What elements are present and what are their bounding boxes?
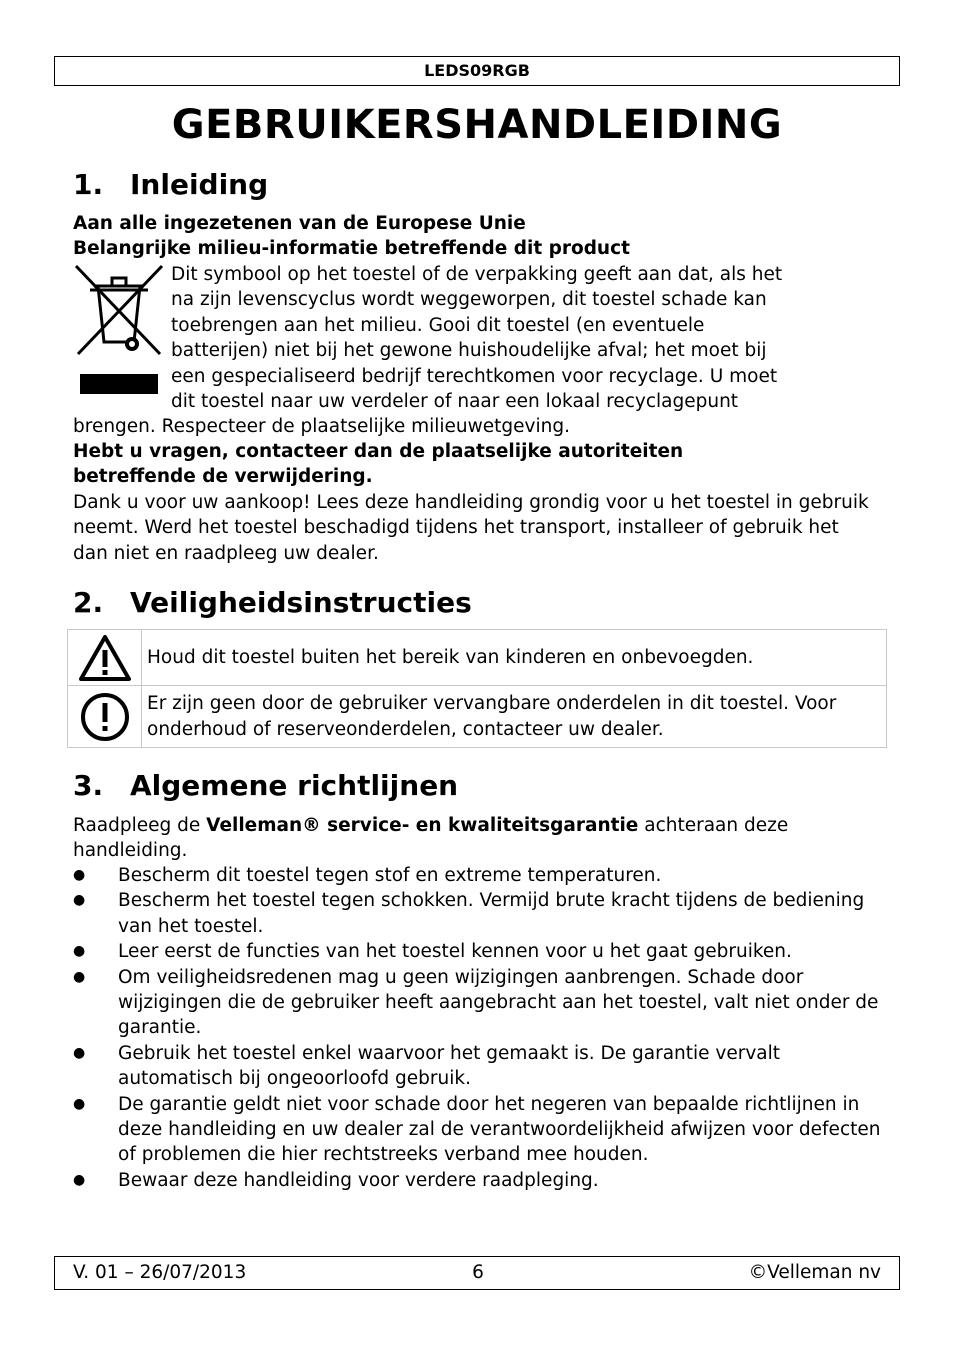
weee-line: na zijn levenscyclus wordt weggeworpen, dit toestel schade kan xyxy=(171,289,767,311)
version-date: V. 01 – 26/07/2013 xyxy=(73,1262,247,1283)
list-item xyxy=(73,1092,883,1168)
section-2-heading xyxy=(73,586,472,620)
bullet-icon: ● xyxy=(73,943,86,960)
section-2-number: 2. xyxy=(73,586,104,619)
list-item-text: Gebruik het toestel enkel waarvoor het gemaakt is. De garantie vervalt automatisch bij ongeoorloofd gebruik. xyxy=(118,1042,781,1090)
weee-line: Dit symbool op het toestel of de verpakking geeft aan dat, als het xyxy=(171,264,783,285)
copyright: ©Velleman nv xyxy=(748,1262,881,1283)
bullet-icon: ● xyxy=(73,892,86,909)
bullet-icon: ● xyxy=(73,1095,86,1112)
bullet-icon: ● xyxy=(73,968,86,985)
section-3-heading xyxy=(73,769,458,803)
crossed-bin-icon xyxy=(74,264,164,396)
bullet-icon: ● xyxy=(73,1171,86,1188)
bullet-icon: ● xyxy=(73,1044,86,1061)
safety-table xyxy=(67,629,887,748)
weee-line: toebrengen aan het milieu. Gooi dit toestel (en eventuele xyxy=(171,314,705,336)
contact-authorities-text: Hebt u vragen, contacteer dan de plaatselijke autoriteiten betreffende de verwijdering. xyxy=(73,441,684,488)
section-3-title: Algemene richtlijnen xyxy=(130,769,459,802)
section-1-number: 1. xyxy=(73,168,104,201)
list-item xyxy=(73,888,883,939)
weee-line: dit toestel naar uw verdeler of naar een lokaal recyclagepunt xyxy=(171,391,739,413)
list-item-text: Bescherm het toestel tegen schokken. Vermijd brute kracht tijdens de bediening van het toestel. xyxy=(118,890,865,937)
list-item xyxy=(73,965,883,1041)
eu-residents-heading: Aan alle ingezetenen van de Europese Unie xyxy=(73,213,526,234)
list-item-text: De garantie geldt niet voor schade door het negeren van bepaalde richtlijnen in deze handleiding en uw dealer zal de verantwoordelijkheid afwijzen voor defecten of problemen die hier rechtstreeks verband mee houden. xyxy=(118,1093,881,1166)
section-1-title: Inleiding xyxy=(130,168,269,201)
section-1-heading xyxy=(73,168,268,202)
intro-text-post: achteraan deze handleiding. xyxy=(73,815,789,862)
safety-icon-cell xyxy=(68,630,142,686)
list-item-text: Om veiligheidsredenen mag u geen wijzigingen aanbrengen. Schade door wijzigingen die de gebruiker heeft aangebracht aan het toestel, valt niet onder de garantie. xyxy=(118,966,879,1039)
guidelines-list xyxy=(73,863,883,1193)
list-item xyxy=(73,1041,883,1092)
guarantee-reference: Velleman® service- en kwaliteitsgarantie xyxy=(206,815,639,836)
header-model-box xyxy=(54,56,900,86)
model-number: LEDS09RGB xyxy=(424,61,530,80)
weee-line: een gespecialiseerd bedrijf terechtkomen voor recyclage. U moet xyxy=(171,365,778,387)
section-3-number: 3. xyxy=(73,769,104,802)
document-title: GEBRUIKERSHANDLEIDING xyxy=(171,102,783,148)
intro-text-pre: Raadpleeg de xyxy=(73,815,207,836)
list-item-text: Leer eerst de functies van het toestel kennen voor u het gaat gebruiken. xyxy=(118,941,792,963)
thanks-paragraph: Dank u voor uw aankoop! Lees deze handleiding grondig voor u het toestel in gebruik neemt. Werd het toestel beschadigd tijdens het transport, installeer of gebruik het dan niet en raadpleeg uw dealer. xyxy=(73,492,869,564)
warning-triangle-icon xyxy=(78,634,132,682)
exclamation-circle-icon xyxy=(79,691,131,743)
list-item xyxy=(73,1168,883,1193)
page-number: 6 xyxy=(472,1262,484,1283)
section-2-title: Veiligheidsinstructies xyxy=(130,586,472,619)
weee-line: batterijen) niet bij het gewone huishoudelijke afval; het moet bij xyxy=(171,340,767,362)
safety-row xyxy=(68,630,887,686)
safety-text: Houd dit toestel buiten het bereik van kinderen en onbevoegden. xyxy=(142,630,887,686)
safety-row xyxy=(68,686,887,748)
safety-icon-cell xyxy=(68,686,142,748)
list-item-text: Bewaar deze handleiding voor verdere raadpleging. xyxy=(118,1169,599,1191)
weee-last-line: brengen. Respecteer de plaatselijke milieuwetgeving. xyxy=(73,416,570,437)
list-item xyxy=(73,863,883,888)
list-item xyxy=(73,939,883,964)
environment-info-heading: Belangrijke milieu-informatie betreffende dit product xyxy=(73,238,630,259)
weee-paragraph xyxy=(171,262,881,414)
safety-text: Er zijn geen door de gebruiker vervangbare onderdelen in dit toestel. Voor onderhoud of reserveonderdelen, contacteer uw dealer. xyxy=(142,686,887,748)
guarantee-intro xyxy=(73,813,883,864)
bullet-icon: ● xyxy=(73,867,86,883)
page-footer xyxy=(54,1256,900,1290)
list-item-text: Bescherm dit toestel tegen stof en extreme temperaturen. xyxy=(118,865,662,886)
